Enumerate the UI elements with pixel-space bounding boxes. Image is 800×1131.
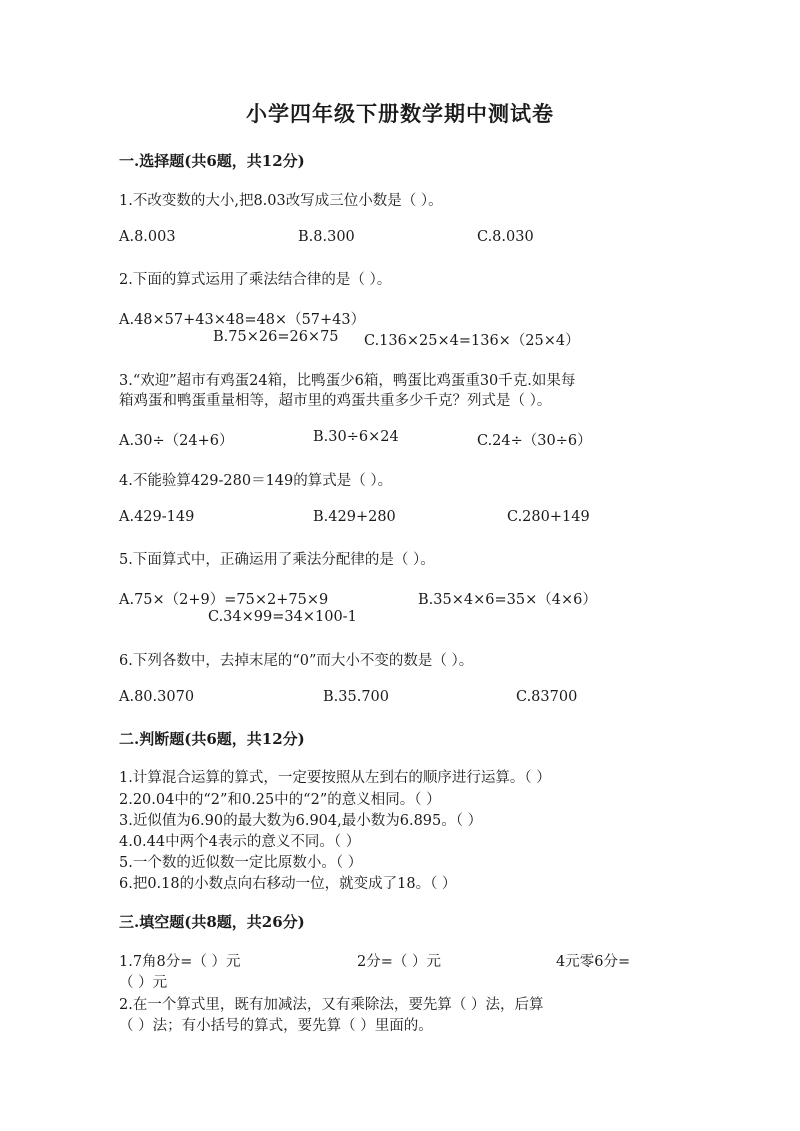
question-6-option-a: A.80.3070 bbox=[119, 689, 195, 705]
page-title: 小学四年级下册数学期中测试卷 bbox=[246, 101, 554, 126]
question-3-stem-line-1: 3.“欢迎”超市有鸡蛋24箱，比鸭蛋少6箱，鸭蛋比鸡蛋重30千克.如果每 bbox=[119, 373, 576, 389]
fill-1-part-c: 4元零6分= bbox=[556, 954, 631, 970]
question-4-option-b: B.429+280 bbox=[313, 509, 396, 525]
question-5-option-b: B.35×4×6=35×（4×6） bbox=[418, 592, 597, 608]
question-1-stem: 1.不改变数的大小,把8.03改写成三位小数是（ ）。 bbox=[119, 193, 443, 209]
question-1-option-b: B.8.300 bbox=[298, 229, 355, 245]
judge-item-1: 1.计算混合运算的算式，一定要按照从左到右的顺序进行运算。（ ） bbox=[119, 770, 551, 786]
question-3-option-a: A.30÷（24+6） bbox=[119, 433, 234, 449]
judge-item-3: 3.近似值为6.90的最大数为6.904,最小数为6.895。（ ） bbox=[119, 813, 483, 829]
question-6-stem: 6.下列各数中，去掉末尾的“0”而大小不变的数是（ ）。 bbox=[119, 653, 474, 669]
question-2-option-a: A.48×57+43×48=48×（57+43） bbox=[119, 312, 366, 328]
question-1-option-a: A.8.003 bbox=[119, 229, 176, 245]
judge-item-2: 2.20.04中的“2”和0.25中的“2”的意义相同。（ ） bbox=[119, 792, 441, 808]
question-2-option-b: B.75×26=26×75 bbox=[213, 329, 339, 345]
question-1-option-c: C.8.030 bbox=[477, 229, 534, 245]
judge-item-5: 5.一个数的近似数一定比原数小。（ ） bbox=[119, 855, 363, 871]
question-3-stem-line-2: 箱鸡蛋和鸭蛋重量相等，超市里的鸡蛋共重多少千克？列式是（ ）。 bbox=[119, 393, 552, 409]
judge-item-6: 6.把0.18的小数点向右移动一位，就变成了18。（ ） bbox=[119, 876, 457, 892]
question-4-stem: 4.不能验算429-280＝149的算式是（ ）。 bbox=[119, 473, 393, 489]
section-heading-judge: 二.判断题(共6题，共12分) bbox=[119, 730, 305, 748]
question-5-option-c: C.34×99=34×100-1 bbox=[208, 609, 357, 625]
fill-1-part-a: 1.7角8分=（ ）元 bbox=[119, 954, 241, 970]
question-4-option-a: A.429-149 bbox=[119, 509, 195, 525]
question-2-option-c: C.136×25×4=136×（25×4） bbox=[364, 333, 580, 349]
fill-2-line-1: 2.在一个算式里，既有加减法，又有乘除法，要先算（ ）法，后算 bbox=[119, 997, 544, 1013]
section-heading-fill: 三.填空题(共8题，共26分) bbox=[119, 913, 305, 931]
question-2-stem: 2.下面的算式运用了乘法结合律的是（ ）。 bbox=[119, 272, 392, 288]
question-4-option-c: C.280+149 bbox=[507, 509, 590, 525]
fill-1-part-b: 2分=（ ）元 bbox=[357, 954, 441, 970]
judge-item-4: 4.0.44中两个4表示的意义不同。（ ） bbox=[119, 834, 361, 850]
question-6-option-c: C.83700 bbox=[516, 689, 578, 705]
question-6-option-b: B.35.700 bbox=[323, 689, 390, 705]
fill-2-line-2: （ ）法；有小括号的算式，要先算（ ）里面的。 bbox=[119, 1018, 433, 1034]
question-3-option-b: B.30÷6×24 bbox=[313, 429, 399, 445]
section-heading-choice: 一.选择题(共6题，共12分) bbox=[119, 152, 305, 170]
fill-1-part-d: （ ）元 bbox=[119, 975, 168, 991]
question-5-stem: 5.下面算式中，正确运用了乘法分配律的是（ ）。 bbox=[119, 552, 435, 568]
question-5-option-a: A.75×（2+9）=75×2+75×9 bbox=[119, 592, 329, 608]
question-3-option-c: C.24÷（30÷6） bbox=[477, 433, 592, 449]
